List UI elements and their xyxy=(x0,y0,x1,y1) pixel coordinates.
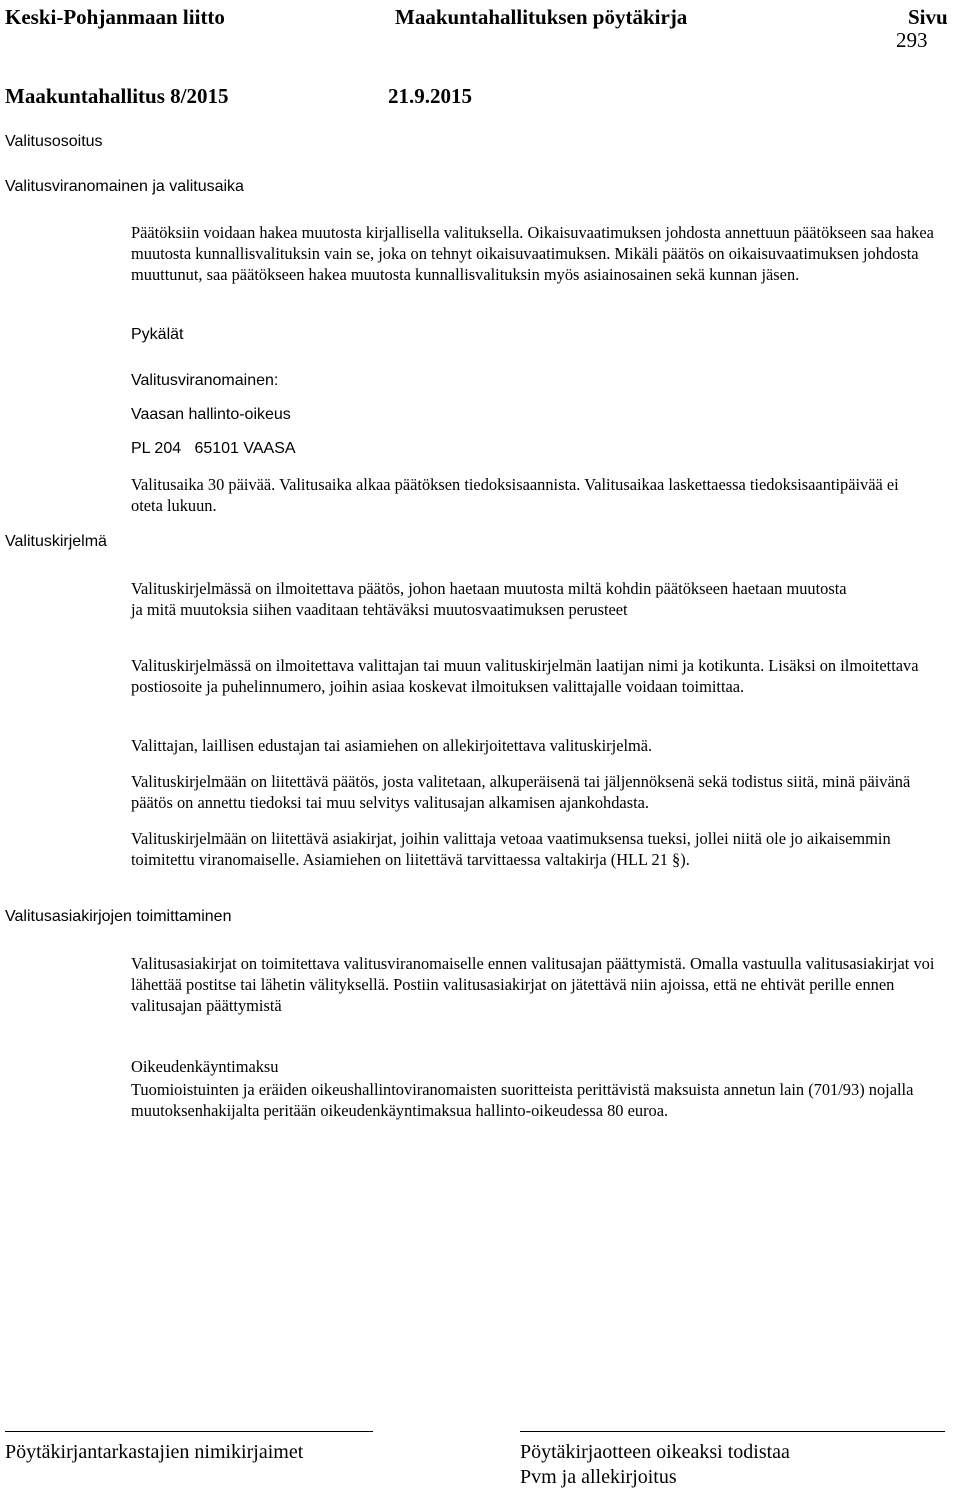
valitusaika-paragraph: Valitusaika 30 päivää. Valitusaika alkaa päätöksen tiedoksisaannista. Valitusaikaa laskettaessa tiedoksisaantipäivää ei oteta lukuun. xyxy=(131,475,899,515)
document-type: Maakuntahallituksen pöytäkirja xyxy=(395,5,688,29)
intro-paragraph: Päätöksiin voidaan hakea muutosta kirjallisella valituksella. Oikaisuvaatimuksen johdosta annettuun päätökseen saa hakea muutosta kunnallisvalituksin vain se, joka on tehnyt oikaisuvaatimuksen. Mikäli päätös on oikaisuvaatimuksen johdosta muuttunut, saa päätökseen hakea muutosta kunnallisvalituksin myös asiainosainen sekä kunnan jäsen. xyxy=(131,223,934,284)
toimittaminen-paragraph: Valitusasiakirjat on toimitettava valitusviranomaiselle ennen valitusajan päättymistä. Omalla vastuulla valitusasiakirjat voi lähettää postitse tai lähetin välityksellä. Postiin valitusasiakirjat on jätettävä niin ajoissa, että ne ehtivät perille ennen valitusajan päättymistä xyxy=(131,954,935,1015)
label-valituskirjelma: Valituskirjelmä xyxy=(5,533,107,550)
label-valitusosoitus: Valitusosoitus xyxy=(5,133,103,150)
viranomainen-label: Valitusviranomainen: xyxy=(131,372,279,389)
organization-name: Keski-Pohjanmaan liitto xyxy=(5,5,225,29)
label-viranomainen: Valitusviranomainen ja valitusaika xyxy=(5,178,244,195)
viranomainen-address: PL 204 65101 VAASA xyxy=(131,440,296,457)
kirjelma-paragraph-1: Valituskirjelmässä on ilmoitettava päätös, johon haetaan muutosta miltä kohdin päätökseen haetaan muutosta ja mitä muutoksia siihen vaaditaan tehtäväksi muutosvaatimuksen perusteet xyxy=(131,579,847,619)
pykalat-label: Pykälät xyxy=(131,326,184,343)
kirjelma-paragraph-2: Valituskirjelmässä on ilmoitettava valittajan tai muun valituskirjelmän laatijan nimi ja kotikunta. Lisäksi on ilmoitettava postiosoite ja puhelinnumero, joihin asiaa koskevat ilmoituksen valittajalle voidaan toimittaa. xyxy=(131,656,919,696)
footer-rule-left xyxy=(5,1431,373,1432)
kirjelma-paragraph-5: Valituskirjelmään on liitettävä asiakirjat, joihin valittaja vetoaa vaatimuksensa tueksi, jollei niitä ole jo aikaisemmin toimitettu viranomaiselle. Asiamiehen on liitettävä tarvittaessa valtakirja (HLL 21 §). xyxy=(131,829,891,869)
footer-certify-label: Pöytäkirjaotteen oikeaksi todistaa xyxy=(520,1441,790,1463)
maksu-title: Oikeudenkäyntimaksu xyxy=(131,1057,279,1076)
meeting-date: 21.9.2015 xyxy=(388,84,472,108)
footer-rule-right xyxy=(520,1431,945,1432)
viranomainen-name: Vaasan hallinto-oikeus xyxy=(131,406,291,423)
page-label: Sivu xyxy=(908,5,948,29)
footer-initials-label: Pöytäkirjantarkastajien nimikirjaimet xyxy=(5,1441,304,1463)
meeting-title: Maakuntahallitus 8/2015 xyxy=(5,84,229,108)
maksu-paragraph: Tuomioistuinten ja eräiden oikeushallintoviranomaisten suoritteista perittävistä maksuista annetun lain (701/93) nojalla muutoksenhakijalta peritään oikeudenkäyntimaksua hallinto-oikeudessa 80 euroa. xyxy=(131,1080,914,1120)
page-number: 293 xyxy=(896,28,928,52)
kirjelma-paragraph-4: Valituskirjelmään on liitettävä päätös, josta valitetaan, alkuperäisenä tai jäljennöksenä sekä todistus siitä, minä päivänä päätös on annettu tiedoksi tai muu selvitys valitusajan alkamisen ajankohdasta. xyxy=(131,772,911,812)
kirjelma-paragraph-3: Valittajan, laillisen edustajan tai asiamiehen on allekirjoitettava valituskirjelmä. xyxy=(131,736,653,755)
label-toimittaminen: Valitusasiakirjojen toimittaminen xyxy=(5,908,232,925)
footer-signature-label: Pvm ja allekirjoitus xyxy=(520,1466,677,1488)
